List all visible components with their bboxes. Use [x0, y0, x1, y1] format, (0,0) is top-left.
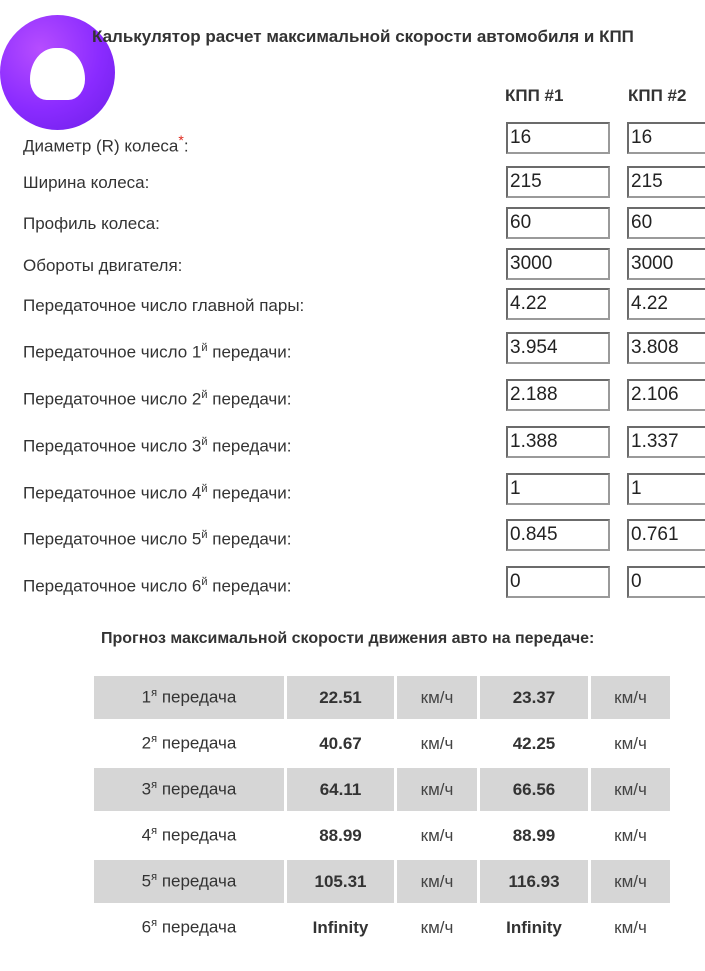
table-row — [94, 676, 670, 719]
unit-label: км/ч — [397, 860, 477, 903]
speed-kpp2: 23.37 — [480, 676, 588, 719]
column-header-kpp2: КПП #2 — [628, 86, 687, 105]
unit-label: км/ч — [397, 676, 477, 719]
param-row-wheel-diameter — [0, 122, 705, 156]
gear-cell: $6^я$ передача — [141, 917, 237, 937]
speed-kpp1: 88.99 — [319, 825, 362, 845]
param-row-wheel-width — [0, 166, 705, 200]
gear-1-ratio-input-kpp2[interactable] — [627, 332, 705, 364]
speed-kpp1: 40.67 — [319, 733, 362, 753]
gear-3-ratio-input-kpp1[interactable] — [506, 426, 610, 458]
gear-cell: $4^я$ передача — [141, 825, 237, 845]
param-label: Передаточное число $4^й$ передачи: — [23, 483, 292, 503]
speed-kpp2: 88.99 — [512, 825, 556, 845]
gear-cell: $1^я$ передача — [94, 676, 284, 719]
param-row-gear-6-ratio — [0, 566, 705, 600]
required-marker: * — [178, 132, 184, 148]
final-drive-input-kpp1[interactable] — [506, 288, 610, 320]
param-label: Передаточное число $1^й$ передачи: — [23, 342, 292, 362]
speed-kpp2: 42.25 — [512, 733, 556, 753]
table-row — [94, 722, 670, 765]
param-row-engine-rpm — [0, 248, 705, 282]
wheel-diameter-input-kpp1[interactable] — [506, 122, 610, 154]
table-row — [94, 814, 670, 857]
speed-kpp1: Infinity — [312, 917, 369, 937]
gear-6-ratio-input-kpp2[interactable] — [627, 566, 705, 598]
speed-kpp1: 105.31 — [287, 860, 394, 903]
table-row — [94, 768, 670, 811]
param-label: Обороты двигателя: — [23, 256, 183, 275]
gear-cell: $5^я$ передача — [94, 860, 284, 903]
gear-6-ratio-input-kpp1[interactable] — [506, 566, 610, 598]
results-title: Прогноз максимальной скорости движения авто на передаче: — [101, 630, 595, 647]
gear-4-ratio-input-kpp1[interactable] — [506, 473, 610, 505]
unit-label: км/ч — [591, 676, 670, 719]
param-row-gear-4-ratio — [0, 473, 705, 507]
engine-rpm-input-kpp1[interactable] — [506, 248, 610, 280]
gear-3-ratio-input-kpp2[interactable] — [627, 426, 705, 458]
unit-label: км/ч — [614, 917, 647, 937]
param-label: Передаточное число $6^й$ передачи: — [23, 576, 292, 596]
param-label: Диаметр (R) колеса*: — [23, 132, 189, 156]
gear-cell: $2^я$ передача — [141, 733, 237, 753]
param-label: Передаточное число $2^й$ передачи: — [23, 389, 292, 409]
param-row-final-drive — [0, 288, 705, 322]
param-row-gear-2-ratio — [0, 379, 705, 413]
param-row-gear-3-ratio — [0, 426, 705, 460]
param-row-wheel-profile — [0, 207, 705, 241]
gear-4-ratio-input-kpp2[interactable] — [627, 473, 705, 505]
gear-5-ratio-input-kpp1[interactable] — [506, 519, 610, 551]
wheel-width-input-kpp2[interactable] — [627, 166, 705, 198]
alice-logo-icon — [30, 48, 85, 100]
gear-cell: $3^я$ передача — [94, 768, 284, 811]
gear-5-ratio-input-kpp2[interactable] — [627, 519, 705, 551]
unit-label: км/ч — [614, 825, 647, 845]
unit-label: км/ч — [397, 768, 477, 811]
speed-kpp1: 64.11 — [287, 768, 394, 811]
unit-label: км/ч — [591, 860, 670, 903]
results-table — [91, 673, 673, 952]
param-label: Передаточное число $3^й$ передачи: — [23, 436, 292, 456]
unit-label: км/ч — [591, 768, 670, 811]
wheel-width-input-kpp1[interactable] — [506, 166, 610, 198]
speed-kpp2: 66.56 — [480, 768, 588, 811]
gear-2-ratio-input-kpp1[interactable] — [506, 379, 610, 411]
table-row — [94, 906, 670, 949]
unit-label: км/ч — [420, 917, 454, 937]
param-row-gear-5-ratio — [0, 519, 705, 553]
param-row-gear-1-ratio — [0, 332, 705, 366]
final-drive-input-kpp2[interactable] — [627, 288, 705, 320]
param-label: Передаточное число $5^й$ передачи: — [23, 529, 292, 549]
wheel-profile-input-kpp2[interactable] — [627, 207, 705, 239]
unit-label: км/ч — [420, 733, 454, 753]
param-label: Передаточное число главной пары: — [23, 296, 305, 315]
gear-2-ratio-input-kpp2[interactable] — [627, 379, 705, 411]
speed-kpp2: Infinity — [506, 917, 562, 937]
param-label: Профиль колеса: — [23, 214, 160, 233]
speed-kpp1: 22.51 — [287, 676, 394, 719]
speed-kpp2: 116.93 — [480, 860, 588, 903]
gear-1-ratio-input-kpp1[interactable] — [506, 332, 610, 364]
wheel-profile-input-kpp1[interactable] — [506, 207, 610, 239]
table-row — [94, 860, 670, 903]
engine-rpm-input-kpp2[interactable] — [627, 248, 705, 280]
page-title: Калькулятор расчет максимальной скорости автомобиля и КПП — [92, 27, 634, 46]
unit-label: км/ч — [614, 733, 647, 753]
column-header-kpp1: КПП #1 — [505, 86, 564, 105]
unit-label: км/ч — [420, 825, 454, 845]
param-label: Ширина колеса: — [23, 173, 150, 192]
wheel-diameter-input-kpp2[interactable] — [627, 122, 705, 154]
